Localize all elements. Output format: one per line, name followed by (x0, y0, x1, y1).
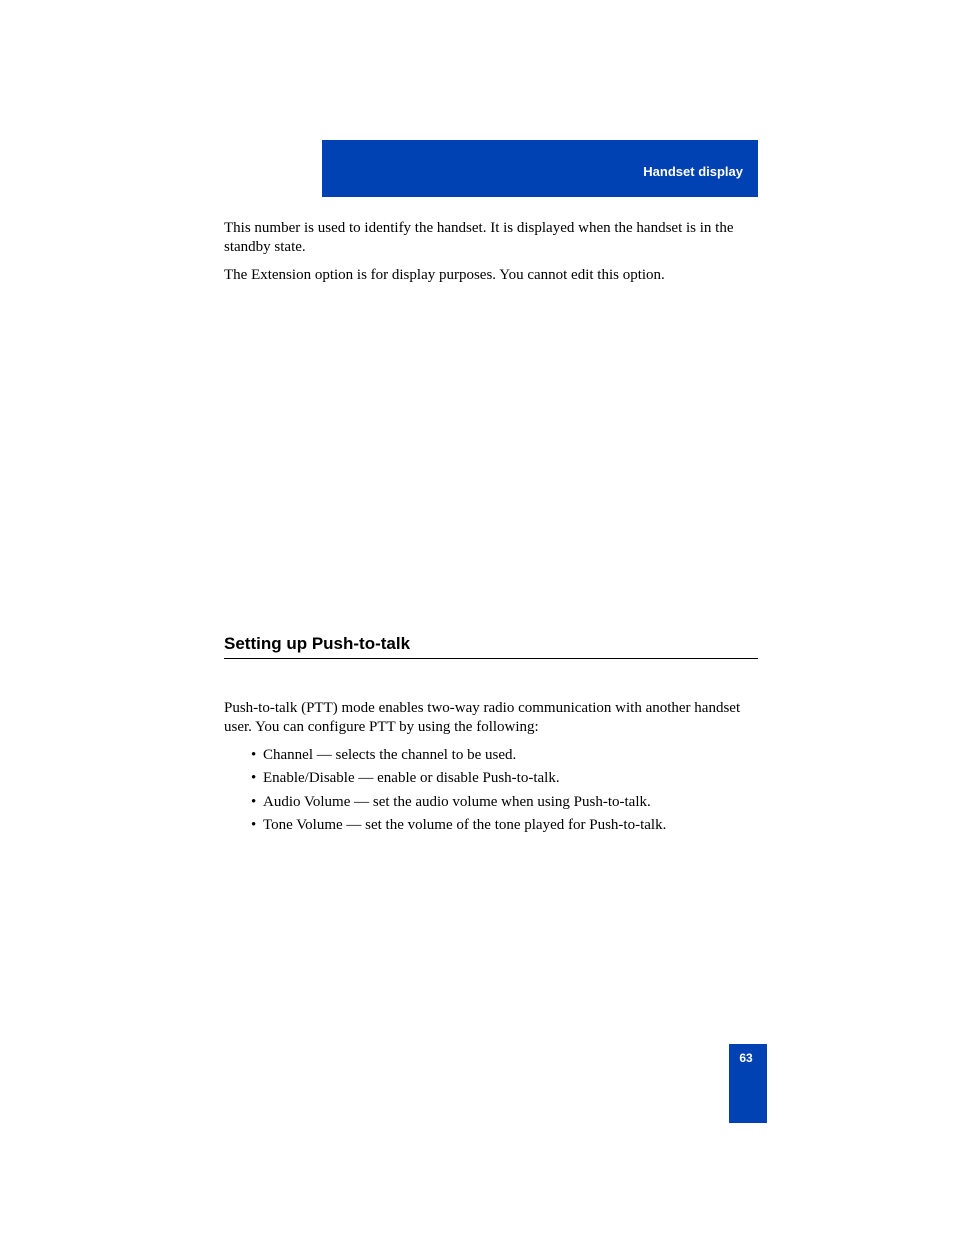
list-item-text: Tone Volume — set the volume of the tone played for Push-to-talk. (263, 816, 667, 833)
bullet-icon: • (251, 770, 257, 787)
intro-paragraph-2: The Extension option is for display purposes. You cannot edit this option. (224, 267, 665, 283)
section-paragraph: Push-to-talk (PTT) mode enables two-way radio communication with another handset user. You can configure PTT by using the following: (224, 700, 741, 735)
list-item (251, 816, 761, 839)
list-item (251, 769, 761, 792)
bullet-icon: • (251, 816, 257, 833)
intro-paragraph-1: This number is used to identify the handset. It is displayed when the handset is in the standby state. (224, 220, 734, 255)
page-number-tab (729, 1044, 767, 1123)
bullet-icon: • (251, 747, 257, 763)
list-item-text: Audio Volume — set the audio volume when using Push-to-talk. (263, 793, 651, 810)
bullet-icon: • (251, 793, 257, 810)
list-item-text: Channel — selects the channel to be used. (263, 747, 517, 763)
list-item (251, 746, 761, 769)
chapter-title: Handset display (643, 164, 743, 179)
feature-list (251, 746, 761, 839)
page-number: 63 (739, 1051, 753, 1065)
list-item-text: Enable/Disable — enable or disable Push-to-talk. (263, 770, 560, 787)
list-item (251, 793, 761, 816)
section-heading: Setting up Push-to-talk (224, 633, 758, 659)
chapter-header-band (322, 140, 758, 197)
